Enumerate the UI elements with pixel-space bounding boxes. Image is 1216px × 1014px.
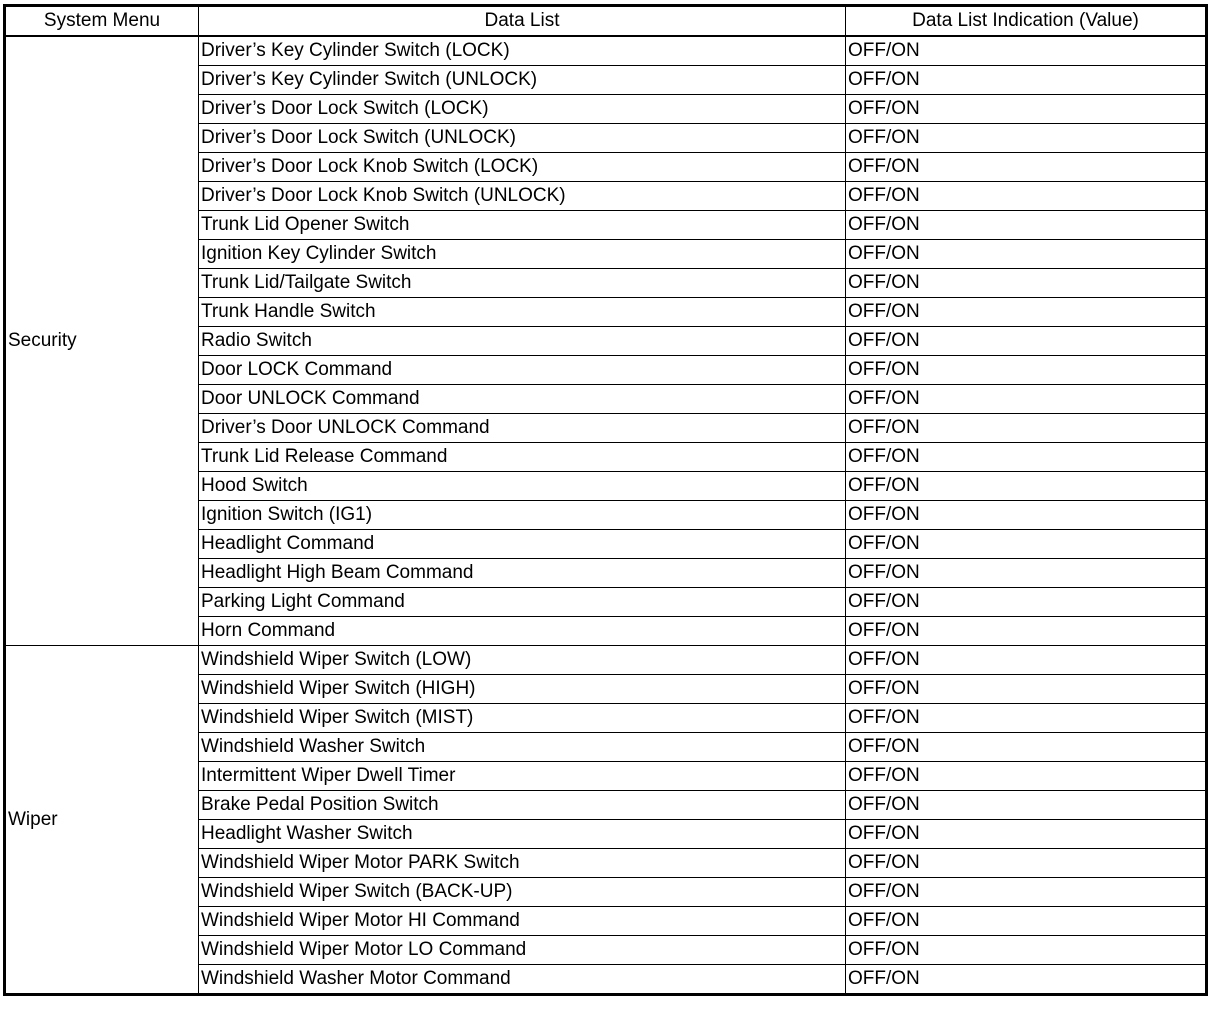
data-list-item-cell: Driver’s Key Cylinder Switch (LOCK) — [199, 36, 846, 66]
data-list-item-cell: Windshield Washer Motor Command — [199, 965, 846, 994]
data-list-value-cell: OFF/ON — [846, 66, 1206, 95]
data-list-value-cell: OFF/ON — [846, 965, 1206, 994]
data-list-value-cell: OFF/ON — [846, 298, 1206, 327]
column-header-indication-value: Data List Indication (Value) — [846, 7, 1206, 37]
data-list-value-cell: OFF/ON — [846, 646, 1206, 675]
data-list-value-cell: OFF/ON — [846, 36, 1206, 66]
data-list-value-cell: OFF/ON — [846, 675, 1206, 704]
data-list-item-cell: Windshield Wiper Switch (MIST) — [199, 704, 846, 733]
data-list-table — [5, 6, 1206, 994]
data-list-value-cell: OFF/ON — [846, 211, 1206, 240]
data-list-value-cell: OFF/ON — [846, 849, 1206, 878]
data-list-item-cell: Parking Light Command — [199, 588, 846, 617]
header-row — [6, 7, 1206, 37]
data-list-value-cell: OFF/ON — [846, 95, 1206, 124]
data-list-value-cell: OFF/ON — [846, 501, 1206, 530]
data-list-item-cell: Ignition Switch (IG1) — [199, 501, 846, 530]
table-row — [6, 646, 1206, 675]
data-list-item-cell: Trunk Lid Release Command — [199, 443, 846, 472]
data-list-item-cell: Driver’s Door UNLOCK Command — [199, 414, 846, 443]
data-list-value-cell: OFF/ON — [846, 878, 1206, 907]
data-list-value-cell: OFF/ON — [846, 269, 1206, 298]
data-list-value-cell: OFF/ON — [846, 907, 1206, 936]
data-list-item-cell: Driver’s Door Lock Switch (LOCK) — [199, 95, 846, 124]
data-list-value-cell: OFF/ON — [846, 617, 1206, 646]
data-list-item-cell: Intermittent Wiper Dwell Timer — [199, 762, 846, 791]
data-list-value-cell: OFF/ON — [846, 182, 1206, 211]
data-list-item-cell: Windshield Wiper Switch (LOW) — [199, 646, 846, 675]
data-list-value-cell: OFF/ON — [846, 820, 1206, 849]
data-list-value-cell: OFF/ON — [846, 240, 1206, 269]
data-list-value-cell: OFF/ON — [846, 588, 1206, 617]
data-list-item-cell: Horn Command — [199, 617, 846, 646]
data-list-value-cell: OFF/ON — [846, 124, 1206, 153]
data-list-value-cell: OFF/ON — [846, 472, 1206, 501]
table-body — [6, 36, 1206, 994]
data-list-value-cell: OFF/ON — [846, 385, 1206, 414]
data-list-item-cell: Trunk Lid Opener Switch — [199, 211, 846, 240]
data-list-item-cell: Headlight Washer Switch — [199, 820, 846, 849]
data-list-item-cell: Windshield Wiper Switch (HIGH) — [199, 675, 846, 704]
data-list-value-cell: OFF/ON — [846, 356, 1206, 385]
column-header-system-menu: System Menu — [6, 7, 199, 37]
data-list-item-cell: Driver’s Door Lock Knob Switch (UNLOCK) — [199, 182, 846, 211]
data-list-value-cell: OFF/ON — [846, 762, 1206, 791]
system-menu-cell: Wiper — [6, 646, 199, 994]
data-list-item-cell: Ignition Key Cylinder Switch — [199, 240, 846, 269]
data-list-value-cell: OFF/ON — [846, 414, 1206, 443]
data-list-item-cell: Windshield Wiper Motor LO Command — [199, 936, 846, 965]
data-list-value-cell: OFF/ON — [846, 530, 1206, 559]
data-list-value-cell: OFF/ON — [846, 443, 1206, 472]
data-list-value-cell: OFF/ON — [846, 936, 1206, 965]
data-list-item-cell: Radio Switch — [199, 327, 846, 356]
data-list-value-cell: OFF/ON — [846, 733, 1206, 762]
data-list-item-cell: Hood Switch — [199, 472, 846, 501]
data-list-item-cell: Windshield Washer Switch — [199, 733, 846, 762]
data-list-item-cell: Windshield Wiper Motor HI Command — [199, 907, 846, 936]
system-menu-cell: Security — [6, 36, 199, 646]
data-list-value-cell: OFF/ON — [846, 559, 1206, 588]
data-list-item-cell: Door UNLOCK Command — [199, 385, 846, 414]
data-list-item-cell: Driver’s Key Cylinder Switch (UNLOCK) — [199, 66, 846, 95]
data-list-value-cell: OFF/ON — [846, 327, 1206, 356]
data-list-item-cell: Windshield Wiper Switch (BACK-UP) — [199, 878, 846, 907]
table-row — [6, 36, 1206, 66]
data-list-item-cell: Door LOCK Command — [199, 356, 846, 385]
data-list-value-cell: OFF/ON — [846, 791, 1206, 820]
data-list-item-cell: Trunk Handle Switch — [199, 298, 846, 327]
data-list-item-cell: Brake Pedal Position Switch — [199, 791, 846, 820]
data-list-value-cell: OFF/ON — [846, 153, 1206, 182]
data-list-value-cell: OFF/ON — [846, 704, 1206, 733]
data-list-item-cell: Driver’s Door Lock Knob Switch (LOCK) — [199, 153, 846, 182]
data-list-item-cell: Trunk Lid/Tailgate Switch — [199, 269, 846, 298]
data-list-item-cell: Headlight High Beam Command — [199, 559, 846, 588]
data-list-item-cell: Headlight Command — [199, 530, 846, 559]
column-header-data-list: Data List — [199, 7, 846, 37]
data-list-item-cell: Driver’s Door Lock Switch (UNLOCK) — [199, 124, 846, 153]
data-list-item-cell: Windshield Wiper Motor PARK Switch — [199, 849, 846, 878]
